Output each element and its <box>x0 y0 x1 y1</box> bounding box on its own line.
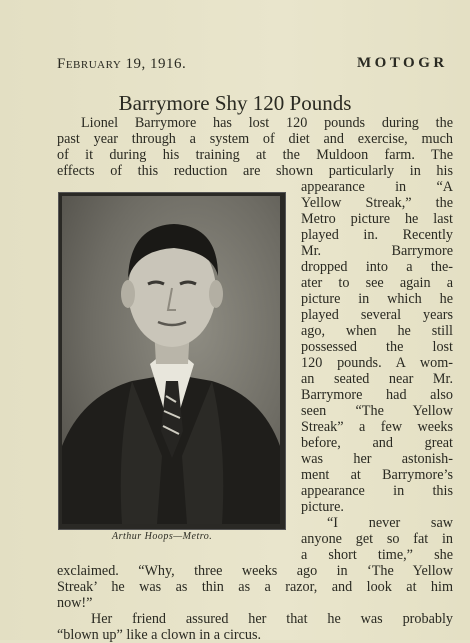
article-line: of it during his training at the Muldoon farm. The <box>57 147 453 163</box>
article-line: Barrymore had also <box>301 387 453 403</box>
article-line: exclaimed. “Why, three weeks ago in ‘The Yellow <box>57 563 453 579</box>
article-line: 120 pounds. A wom- <box>301 355 453 371</box>
article-line: ment at Barrymore’s <box>301 467 453 483</box>
article-line: Streak’ he was as thin as a razor, and look at him <box>57 579 453 595</box>
article-line: now!” <box>57 595 93 611</box>
article-line: ater to see again a <box>301 275 453 291</box>
running-header-publication: MOTOGR <box>357 55 448 71</box>
article-line: Metro picture he last <box>301 211 453 227</box>
article-line: possessed the lost <box>301 339 453 355</box>
portrait-photo <box>62 196 280 524</box>
article-line: Lionel Barrymore has lost 120 pounds during the <box>81 115 453 131</box>
article-line: appearance in this <box>301 483 453 499</box>
article-line: ago, when he still <box>301 323 453 339</box>
article-line: dropped into a the- <box>301 259 453 275</box>
article-line: played several years <box>301 307 453 323</box>
running-header-date: February 19, 1916. <box>57 56 187 72</box>
article-line: was her astonish- <box>301 451 453 467</box>
article-line: effects of this reduction are shown particularly in his <box>57 163 453 179</box>
article-line: picture in which he <box>301 291 453 307</box>
portrait-illustration <box>62 196 280 524</box>
article-line: Streak” a few weeks <box>301 419 453 435</box>
article-line: past year through a system of diet and exercise, much <box>57 131 453 147</box>
article-line: picture. <box>301 499 344 515</box>
article-line: before, and great <box>301 435 453 451</box>
article-line: Her friend assured her that he was probably <box>91 611 453 627</box>
article-line: anyone get so fat in <box>301 531 453 547</box>
article-line: Yellow Streak,” the <box>301 195 453 211</box>
article-line: Mr. Barrymore <box>301 243 453 259</box>
article-line: “blown up” like a clown in a circus. <box>57 627 262 643</box>
article-line: played in. Recently <box>301 227 453 243</box>
article-headline: Barrymore Shy 120 Pounds <box>118 91 352 115</box>
photo-caption: Arthur Hoops—Metro. <box>112 531 213 542</box>
article-line: “I never saw <box>327 515 453 531</box>
article-line: seen “The Yellow <box>301 403 453 419</box>
article-line: an seated near Mr. <box>301 371 453 387</box>
article-line: a short time,” she <box>301 547 453 563</box>
article-line: appearance in “A <box>301 179 453 195</box>
